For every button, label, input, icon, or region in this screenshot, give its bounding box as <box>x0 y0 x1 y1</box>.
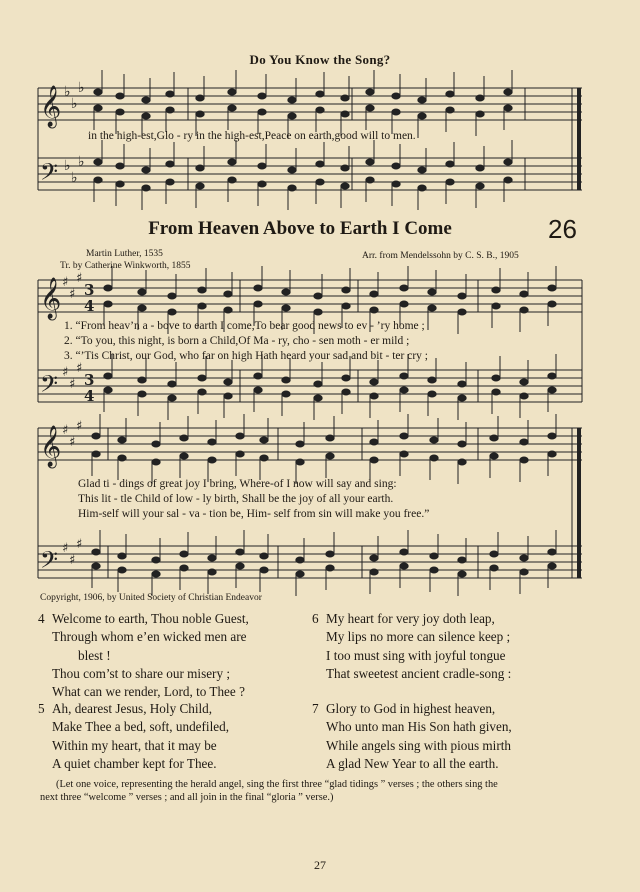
notehead <box>258 181 266 187</box>
notehead <box>392 93 400 99</box>
svg-text:♯: ♯ <box>76 537 83 552</box>
svg-text:♭: ♭ <box>64 84 71 100</box>
notehead <box>224 307 232 313</box>
notehead <box>92 451 100 457</box>
notehead <box>104 373 112 379</box>
notehead <box>326 565 334 571</box>
notehead <box>548 433 556 439</box>
notehead <box>490 565 498 571</box>
notehead <box>196 165 204 171</box>
notehead <box>254 285 262 291</box>
notehead <box>224 379 232 385</box>
notehead <box>258 109 266 115</box>
notehead <box>341 111 349 117</box>
notehead <box>254 301 262 307</box>
notehead <box>236 451 244 457</box>
notehead <box>492 287 500 293</box>
notehead <box>342 375 350 381</box>
notehead <box>446 161 454 167</box>
notehead <box>92 563 100 569</box>
notehead <box>198 389 206 395</box>
notehead <box>196 183 204 189</box>
notehead <box>118 567 126 573</box>
notehead <box>92 549 100 555</box>
notehead <box>504 105 512 111</box>
notehead <box>400 433 408 439</box>
lyric-line-1-1: 1. “From heav’n a - bove to earth I come,To bear good news to ev - ’ry home ; <box>64 320 425 332</box>
notehead <box>418 97 426 103</box>
notehead <box>458 395 466 401</box>
lyric-line-2-2: This lit - tle Child of low - ly birth, Shall be the joy of all your earth. <box>78 493 394 505</box>
svg-text:𝄢: 𝄢 <box>40 546 59 579</box>
notehead <box>458 309 466 315</box>
notehead <box>418 113 426 119</box>
notehead <box>430 455 438 461</box>
notehead <box>282 289 290 295</box>
verse-number: 4 <box>38 611 45 626</box>
notehead <box>116 163 124 169</box>
svg-text:♯: ♯ <box>69 553 76 568</box>
notehead <box>548 563 556 569</box>
notehead <box>316 179 324 185</box>
notehead <box>138 305 146 311</box>
notehead <box>236 563 244 569</box>
notehead <box>392 181 400 187</box>
notehead <box>92 433 100 439</box>
verse-6: 6 My heart for very joy doth leap, My lips no more can silence keep ; I too must sing with joyful tongue That sweetest ancient cradle-song : <box>312 611 512 681</box>
notehead <box>458 459 466 465</box>
svg-text:♭: ♭ <box>71 170 78 186</box>
notehead <box>548 301 556 307</box>
notehead <box>282 305 290 311</box>
notehead <box>198 375 206 381</box>
notehead <box>258 163 266 169</box>
notehead <box>370 291 378 297</box>
notehead <box>152 571 160 577</box>
notehead <box>254 373 262 379</box>
bass-clef-icon: 𝄢 <box>40 158 59 191</box>
notehead <box>198 303 206 309</box>
notehead <box>341 183 349 189</box>
notehead <box>504 159 512 165</box>
footnote-line-2: next three “welcome ” verses ; and all join in the final “gloria ” verse.) <box>40 792 334 803</box>
notehead <box>260 567 268 573</box>
notehead <box>476 111 484 117</box>
svg-text:𝄞: 𝄞 <box>40 426 62 467</box>
notehead <box>492 303 500 309</box>
notehead <box>400 285 408 291</box>
svg-text:♯: ♯ <box>76 271 83 286</box>
notehead <box>418 185 426 191</box>
notehead <box>548 387 556 393</box>
hymn-number: 26 <box>548 214 577 244</box>
svg-text:♯: ♯ <box>62 365 69 380</box>
notehead <box>428 305 436 311</box>
notehead <box>236 549 244 555</box>
notehead <box>224 393 232 399</box>
svg-text:3: 3 <box>84 371 95 389</box>
notehead <box>446 91 454 97</box>
notehead <box>520 307 528 313</box>
notehead <box>366 177 374 183</box>
notehead <box>520 555 528 561</box>
notehead <box>138 391 146 397</box>
footnote-line-1: (Let one voice, representing the herald angel, sing the first three “glad tidings ” verses ; the others sing the <box>56 779 498 790</box>
lyric-line-1-2: 2. “To you, this night, is born a Child,Of Ma - ry, cho - sen moth - er mild ; <box>64 335 410 347</box>
verse-4: 4 Welcome to earth, Thou noble Guest, Through whom e’en wicked men are blest ! Thou com’st to share our misery ; What can we render, Lord, to Thee ? <box>38 611 249 700</box>
notehead <box>476 183 484 189</box>
notehead <box>166 179 174 185</box>
notehead <box>228 105 236 111</box>
notehead <box>430 567 438 573</box>
notehead <box>152 441 160 447</box>
notehead <box>94 105 102 111</box>
author-credit: Martin Luther, 1535 <box>86 249 163 259</box>
svg-text:♯: ♯ <box>76 419 83 434</box>
notehead <box>520 457 528 463</box>
arranger-credit: Arr. from Mendelssohn by C. S. B., 1905 <box>362 251 519 261</box>
notehead <box>490 551 498 557</box>
notehead <box>116 181 124 187</box>
notehead <box>208 457 216 463</box>
notehead <box>316 107 324 113</box>
notehead <box>196 95 204 101</box>
notehead <box>476 95 484 101</box>
notehead <box>198 287 206 293</box>
notehead <box>168 381 176 387</box>
notehead <box>458 293 466 299</box>
notehead <box>236 433 244 439</box>
notehead <box>314 293 322 299</box>
verse-7: 7 Glory to God in highest heaven, Who unto man His Son hath given, While angels sing with pious mirth A glad New Year to all the earth. <box>312 701 512 771</box>
notehead <box>458 557 466 563</box>
svg-text:𝄞: 𝄞 <box>40 278 62 319</box>
notehead <box>370 393 378 399</box>
notehead <box>428 289 436 295</box>
notehead <box>104 387 112 393</box>
lyric-line-1-3: 3. “’Tis Christ, our God, who far on high Hath heard your sad and bit - ter cry ; <box>64 350 428 362</box>
notehead <box>166 91 174 97</box>
notehead <box>282 377 290 383</box>
notehead <box>104 301 112 307</box>
notehead <box>326 435 334 441</box>
notehead <box>180 565 188 571</box>
notehead <box>520 393 528 399</box>
notehead <box>341 95 349 101</box>
notehead <box>370 555 378 561</box>
notehead <box>260 455 268 461</box>
notehead <box>228 159 236 165</box>
notehead <box>430 553 438 559</box>
notehead <box>288 185 296 191</box>
notehead <box>94 177 102 183</box>
notehead <box>316 161 324 167</box>
notehead <box>492 389 500 395</box>
notehead <box>314 395 322 401</box>
song-title-top: Do You Know the Song? <box>249 52 391 67</box>
lyric-line-2-1: Glad ti - dings of great joy I bring, Where-of I now will say and sing: <box>78 478 397 490</box>
notehead <box>458 441 466 447</box>
notehead <box>254 387 262 393</box>
notehead <box>152 557 160 563</box>
notehead <box>296 459 304 465</box>
notehead <box>392 109 400 115</box>
notehead <box>228 89 236 95</box>
svg-text:♯: ♯ <box>69 435 76 450</box>
notehead <box>288 113 296 119</box>
notehead <box>316 91 324 97</box>
svg-text:♯: ♯ <box>69 377 76 392</box>
notehead <box>490 453 498 459</box>
notehead <box>180 551 188 557</box>
notehead <box>400 301 408 307</box>
notehead <box>208 555 216 561</box>
notehead <box>288 97 296 103</box>
notehead <box>326 453 334 459</box>
page-number: 27 <box>314 858 326 872</box>
notehead <box>208 439 216 445</box>
notehead <box>116 109 124 115</box>
notehead <box>490 435 498 441</box>
notehead <box>314 309 322 315</box>
notehead <box>400 549 408 555</box>
notehead <box>370 569 378 575</box>
svg-text:3: 3 <box>84 281 95 299</box>
notehead <box>196 111 204 117</box>
notehead <box>342 287 350 293</box>
notehead <box>366 105 374 111</box>
notehead <box>168 293 176 299</box>
svg-text:♭: ♭ <box>78 154 85 170</box>
notehead <box>400 373 408 379</box>
notehead <box>260 553 268 559</box>
notehead <box>548 373 556 379</box>
notehead <box>548 451 556 457</box>
notehead <box>118 437 126 443</box>
notehead <box>366 89 374 95</box>
notehead <box>296 571 304 577</box>
notehead <box>370 379 378 385</box>
copyright: Copyright, 1906, by United Society of Christian Endeavor <box>40 593 262 603</box>
notehead <box>296 441 304 447</box>
notehead <box>116 93 124 99</box>
notehead <box>520 439 528 445</box>
notehead <box>458 381 466 387</box>
notehead <box>400 387 408 393</box>
notehead <box>341 165 349 171</box>
notehead <box>520 291 528 297</box>
notehead <box>446 179 454 185</box>
notehead <box>138 289 146 295</box>
notehead <box>228 177 236 183</box>
notehead <box>288 167 296 173</box>
notehead <box>296 557 304 563</box>
notehead <box>428 391 436 397</box>
svg-text:♭: ♭ <box>78 80 85 96</box>
svg-text:♯: ♯ <box>69 287 76 302</box>
notehead <box>418 167 426 173</box>
svg-text:♭: ♭ <box>64 158 71 174</box>
notehead <box>342 303 350 309</box>
notehead <box>370 457 378 463</box>
hymn-title: From Heaven Above to Earth I Come <box>148 218 452 239</box>
notehead <box>224 291 232 297</box>
notehead <box>392 163 400 169</box>
svg-text:♯: ♯ <box>62 275 69 290</box>
notehead <box>504 89 512 95</box>
notehead <box>446 107 454 113</box>
notehead <box>118 553 126 559</box>
notehead <box>138 377 146 383</box>
svg-text:𝄢: 𝄢 <box>40 370 59 403</box>
notehead <box>342 389 350 395</box>
svg-text:4: 4 <box>84 387 95 405</box>
notehead <box>548 285 556 291</box>
notehead <box>520 569 528 575</box>
notehead <box>504 177 512 183</box>
notehead <box>282 391 290 397</box>
notehead <box>142 167 150 173</box>
notehead <box>152 459 160 465</box>
notehead <box>166 161 174 167</box>
notehead <box>400 451 408 457</box>
notehead <box>458 571 466 577</box>
notehead <box>208 569 216 575</box>
svg-text:♯: ♯ <box>76 361 83 376</box>
translator-credit: Tr. by Catherine Winkworth, 1855 <box>60 261 191 271</box>
notehead <box>428 377 436 383</box>
notehead <box>94 159 102 165</box>
notehead <box>180 435 188 441</box>
lyric-line-2-3: Him-self will your sal - va - tion be, Him- self from sin will make you free.” <box>78 508 430 520</box>
notehead <box>476 165 484 171</box>
notehead <box>326 551 334 557</box>
notehead <box>520 379 528 385</box>
notehead <box>314 381 322 387</box>
svg-text:4: 4 <box>84 297 95 315</box>
notehead <box>104 285 112 291</box>
notehead <box>142 185 150 191</box>
notehead <box>168 395 176 401</box>
notehead <box>366 159 374 165</box>
svg-text:♯: ♯ <box>62 423 69 438</box>
notehead <box>168 309 176 315</box>
notehead <box>370 307 378 313</box>
top-song-lyric: in the high-est,Glo - ry in the high-est,Peace on earth,good will to men. <box>88 130 416 142</box>
notehead <box>400 563 408 569</box>
verse-5: 5 Ah, dearest Jesus, Holy Child, Make Thee a bed, soft, undefiled, Within my heart, that it may be A quiet chamber kept for Thee. <box>38 701 229 771</box>
notehead <box>548 549 556 555</box>
notehead <box>94 89 102 95</box>
notehead <box>370 439 378 445</box>
svg-text:♭: ♭ <box>71 96 78 112</box>
notehead <box>118 455 126 461</box>
notehead <box>142 113 150 119</box>
notehead <box>142 97 150 103</box>
notehead <box>258 93 266 99</box>
notehead <box>492 375 500 381</box>
notehead <box>166 107 174 113</box>
treble-clef-icon: 𝄞 <box>40 86 62 127</box>
notehead <box>260 437 268 443</box>
notehead <box>180 453 188 459</box>
svg-text:♯: ♯ <box>62 541 69 556</box>
notehead <box>430 437 438 443</box>
